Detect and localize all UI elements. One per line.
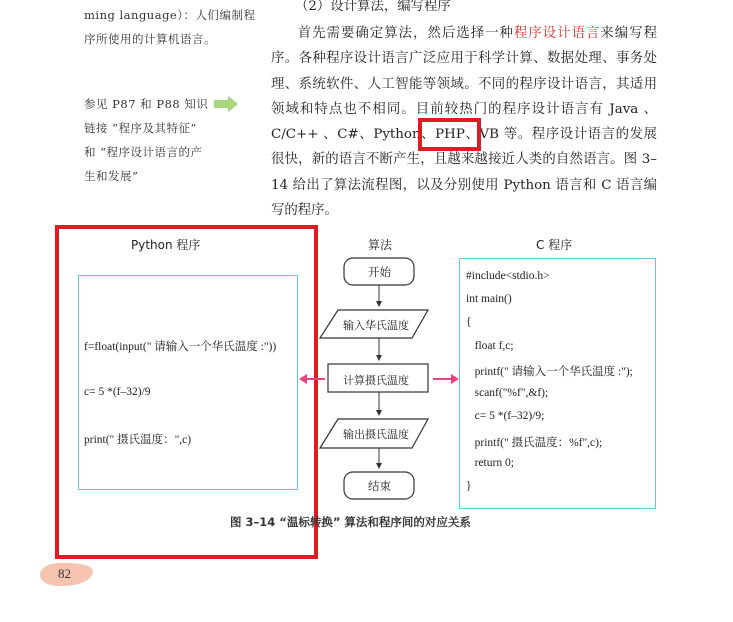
python-code-line: f=float(input(" 请输入一个华氏温度 :")) bbox=[84, 341, 277, 353]
sidebar-note-line: 链接 “程序及其特征” bbox=[84, 121, 197, 135]
python-word: Python bbox=[373, 127, 421, 143]
flow-compute-label: 计算摄氏温度 bbox=[343, 374, 409, 387]
algorithm-panel-title: 算法 bbox=[368, 238, 393, 252]
section-heading: （2）设计算法，编写程序 bbox=[295, 0, 451, 14]
c-panel-title: C 程序 bbox=[536, 238, 573, 252]
c-code-line: printf(" 摄氏温度：%f",c); bbox=[466, 437, 603, 449]
green-arrow-icon bbox=[214, 96, 238, 112]
c-code-line: } bbox=[466, 480, 472, 492]
sidebar-note-line: ming language）：人们编制程 bbox=[84, 8, 256, 22]
flow-output-label: 输出摄氏温度 bbox=[343, 428, 409, 441]
sidebar-note-reference bbox=[84, 92, 208, 188]
python-panel-title: Python 程序 bbox=[131, 238, 201, 252]
python-highlight-box bbox=[418, 118, 481, 151]
sidebar-note-line: 参见 P87 和 P88 知识 bbox=[84, 97, 209, 111]
flow-input-label: 输入华氏温度 bbox=[343, 319, 409, 332]
pink-arrow-left-icon bbox=[299, 373, 325, 385]
c-code-line: { bbox=[466, 316, 472, 328]
flow-start-label: 开始 bbox=[368, 265, 391, 279]
python-code-box bbox=[78, 275, 298, 490]
c-code-line: #include<stdio.h> bbox=[466, 270, 550, 282]
paragraph-text: 、PHP、VB 等。程序设计语言的发展很快，新的语言不断产生，且越来越接近人类的自然语言。图 3–14 给出了算法流程图，以及分别使用 Python 语言和 C 语言编写的程序。 bbox=[271, 127, 657, 219]
c-code-line: c= 5 *(f–32)/9; bbox=[466, 410, 545, 422]
page-number-badge bbox=[38, 560, 96, 588]
c-code-line: printf(" 请输入一个华氏温度 :"); bbox=[466, 366, 633, 378]
c-code-line: return 0; bbox=[466, 457, 514, 469]
sidebar-note-line: 序所使用的计算机语言。 bbox=[84, 32, 216, 46]
c-code-line: scanf("%f",&f); bbox=[466, 387, 549, 399]
sidebar-note-definition bbox=[84, 3, 256, 51]
paragraph-text: 首先需要确定算法，然后选择一种 bbox=[297, 26, 514, 41]
pink-arrow-right-icon bbox=[433, 373, 459, 385]
highlighted-term: 程序设计语言 bbox=[513, 26, 601, 41]
sidebar-note-line: 生和发展” bbox=[84, 169, 139, 183]
paragraph-text: 来编写程序。各种程序设计语言广泛应用于科学计算、数据处理、事务处理、系统软件、人工智能等领域。不同的程序设计语言，其适用领域和特点也不相同。目前较热门的程序设计语言有 Java 、C/C++ 、C#、 bbox=[271, 26, 658, 143]
python-code-line: print(" 摄氏温度：",c) bbox=[84, 434, 192, 446]
flow-end-label: 结束 bbox=[368, 479, 391, 493]
sidebar-note-line: 和 “程序设计语言的产 bbox=[84, 145, 203, 159]
figure-caption: 图 3–14 “温标转换” 算法和程序间的对应关系 bbox=[230, 515, 471, 529]
python-code-line: c= 5 *(f–32)/9 bbox=[84, 386, 151, 398]
c-code-line: float f,c; bbox=[466, 340, 514, 352]
c-code-line: int main() bbox=[466, 293, 512, 305]
page-number: 82 bbox=[58, 566, 71, 581]
